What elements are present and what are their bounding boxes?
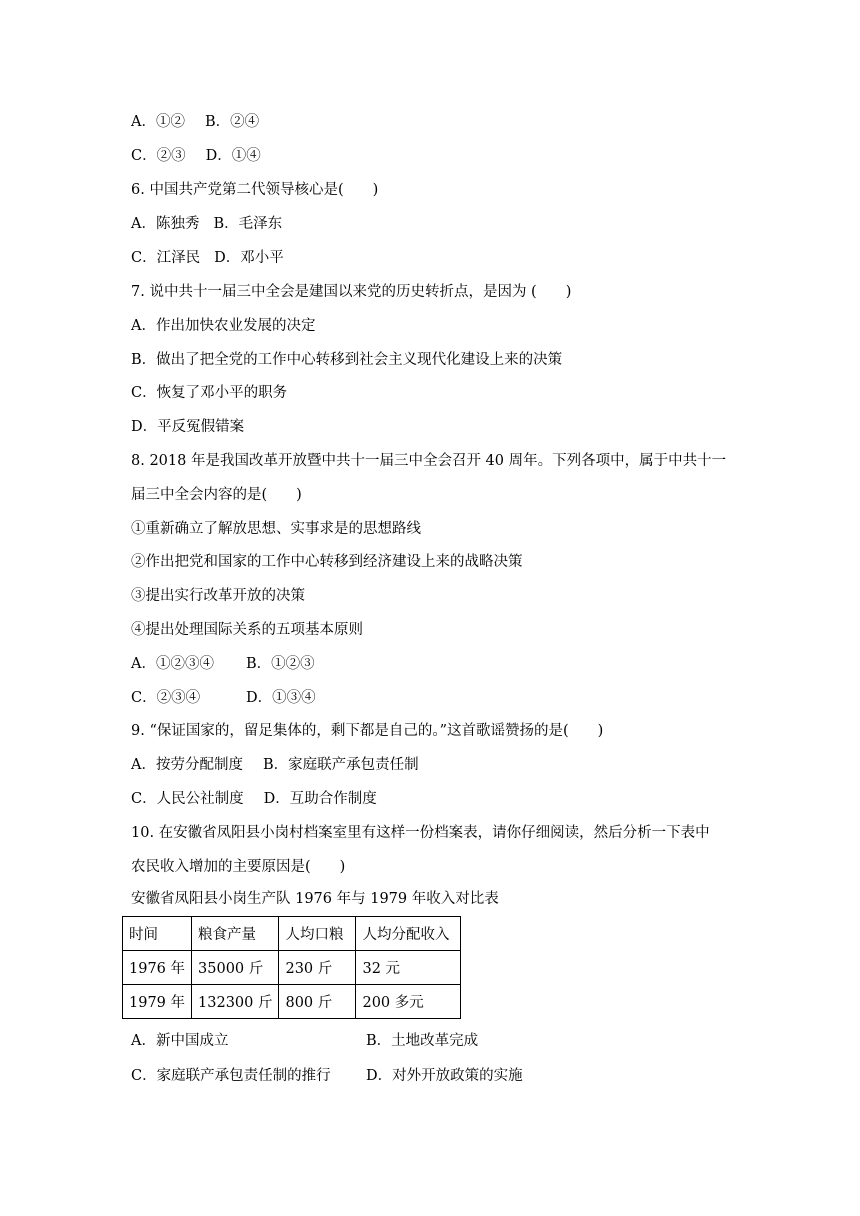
table-header-cell: 人均分配收入 <box>356 917 461 951</box>
q10-options-row-2 <box>131 1066 523 1086</box>
q5-option-a: A．①② <box>131 114 185 130</box>
q8-stem-line-2: 届三中全会内容的是( ) <box>131 487 302 503</box>
q9-option-d: D．互助合作制度 <box>263 791 377 807</box>
q9-options-row-2 <box>131 789 377 809</box>
q8-option-c: C．②③④ <box>131 690 201 706</box>
q10-option-c: C．家庭联产承包责任制的推行 <box>131 1068 331 1084</box>
q10-stem-line-2: 农民收入增加的主要原因是( ) <box>131 859 346 875</box>
q6-option-d: D．邓小平 <box>214 250 284 266</box>
q5-options-row-2 <box>131 146 261 166</box>
table-header-cell: 时间 <box>123 917 192 951</box>
q10-table-caption: 安徽省凤阳县小岗生产队 1976 年与 1979 年收入对比表 <box>131 891 499 907</box>
table-cell: 35000 斤 <box>192 951 279 985</box>
table-row <box>123 951 461 985</box>
table-header-cell: 人均口粮 <box>279 917 356 951</box>
q8-item-4: ④提出处理国际关系的五项基本原则 <box>131 622 363 638</box>
q8-option-b: B．①②③ <box>246 656 315 672</box>
q10-option-d: D．对外开放政策的实施 <box>366 1068 523 1084</box>
table-cell: 132300 斤 <box>192 985 279 1019</box>
q8-item-2: ②作出把党和国家的工作中心转移到经济建设上来的战略决策 <box>131 554 523 570</box>
q8-options-row-2 <box>131 688 316 708</box>
q8-stem-line-1: 8. 2018 年是我国改革开放暨中共十一届三中全会召开 40 周年。下列各项中，属于中共十一 <box>131 453 727 469</box>
q8-item-3: ③提出实行改革开放的决策 <box>131 588 305 604</box>
q6-options-row-2 <box>131 248 284 268</box>
q8-option-a: A．①②③④ <box>131 656 214 672</box>
q10-option-b: B．土地改革完成 <box>366 1033 479 1049</box>
q9-options-row-1 <box>131 755 419 775</box>
q5-option-b: B．②④ <box>204 114 260 130</box>
income-comparison-table <box>122 916 461 1019</box>
q10-stem-line-1: 10. 在安徽省凤阳县小岗村档案室里有这样一份档案表，请你仔细阅读，然后分析一下表中 <box>131 825 710 841</box>
table-header-cell: 粮食产量 <box>192 917 279 951</box>
q8-option-d: D．①③④ <box>246 690 316 706</box>
table-row <box>123 985 461 1019</box>
table-cell: 200 多元 <box>356 985 461 1019</box>
q6-option-c: C．江泽民 <box>131 250 201 266</box>
q9-option-a: A．按劳分配制度 <box>131 757 243 773</box>
table-cell: 32 元 <box>356 951 461 985</box>
q5-options-row-1 <box>131 112 259 132</box>
table-cell: 230 斤 <box>279 951 356 985</box>
q10-option-a: A．新中国成立 <box>131 1033 229 1049</box>
q5-option-c: C．②③ <box>131 148 186 164</box>
q10-options-row-1 <box>131 1031 478 1051</box>
table-cell: 1976 年 <box>123 951 192 985</box>
q7-option-c: C．恢复了邓小平的职务 <box>131 385 288 401</box>
table-header-row <box>123 917 461 951</box>
q5-option-d: D．①④ <box>205 148 261 164</box>
table-cell: 1979 年 <box>123 985 192 1019</box>
q7-option-b: B．做出了把全党的工作中心转移到社会主义现代化建设上来的决策 <box>131 352 563 368</box>
q6-option-a: A．陈独秀 <box>131 216 200 232</box>
q9-stem: 9. “保证国家的，留足集体的，剩下都是自己的。”这首歌谣赞扬的是( ) <box>131 723 604 739</box>
table-cell: 800 斤 <box>279 985 356 1019</box>
q8-options-row-1 <box>131 654 315 674</box>
q9-option-b: B．家庭联产承包责任制 <box>262 757 419 773</box>
q9-option-c: C．人民公社制度 <box>131 791 244 807</box>
q6-stem: 6. 中国共产党第二代领导核心是( ) <box>131 182 379 198</box>
q7-option-a: A．作出加快农业发展的决定 <box>131 318 316 334</box>
q7-option-d: D．平反冤假错案 <box>131 419 245 435</box>
q6-options-row-1 <box>131 214 282 234</box>
q6-option-b: B．毛泽东 <box>213 216 283 232</box>
q7-stem: 7. 说中共十一届三中全会是建国以来党的历史转折点，是因为 ( ) <box>131 284 572 300</box>
q8-item-1: ①重新确立了解放思想、实事求是的思想路线 <box>131 521 421 537</box>
